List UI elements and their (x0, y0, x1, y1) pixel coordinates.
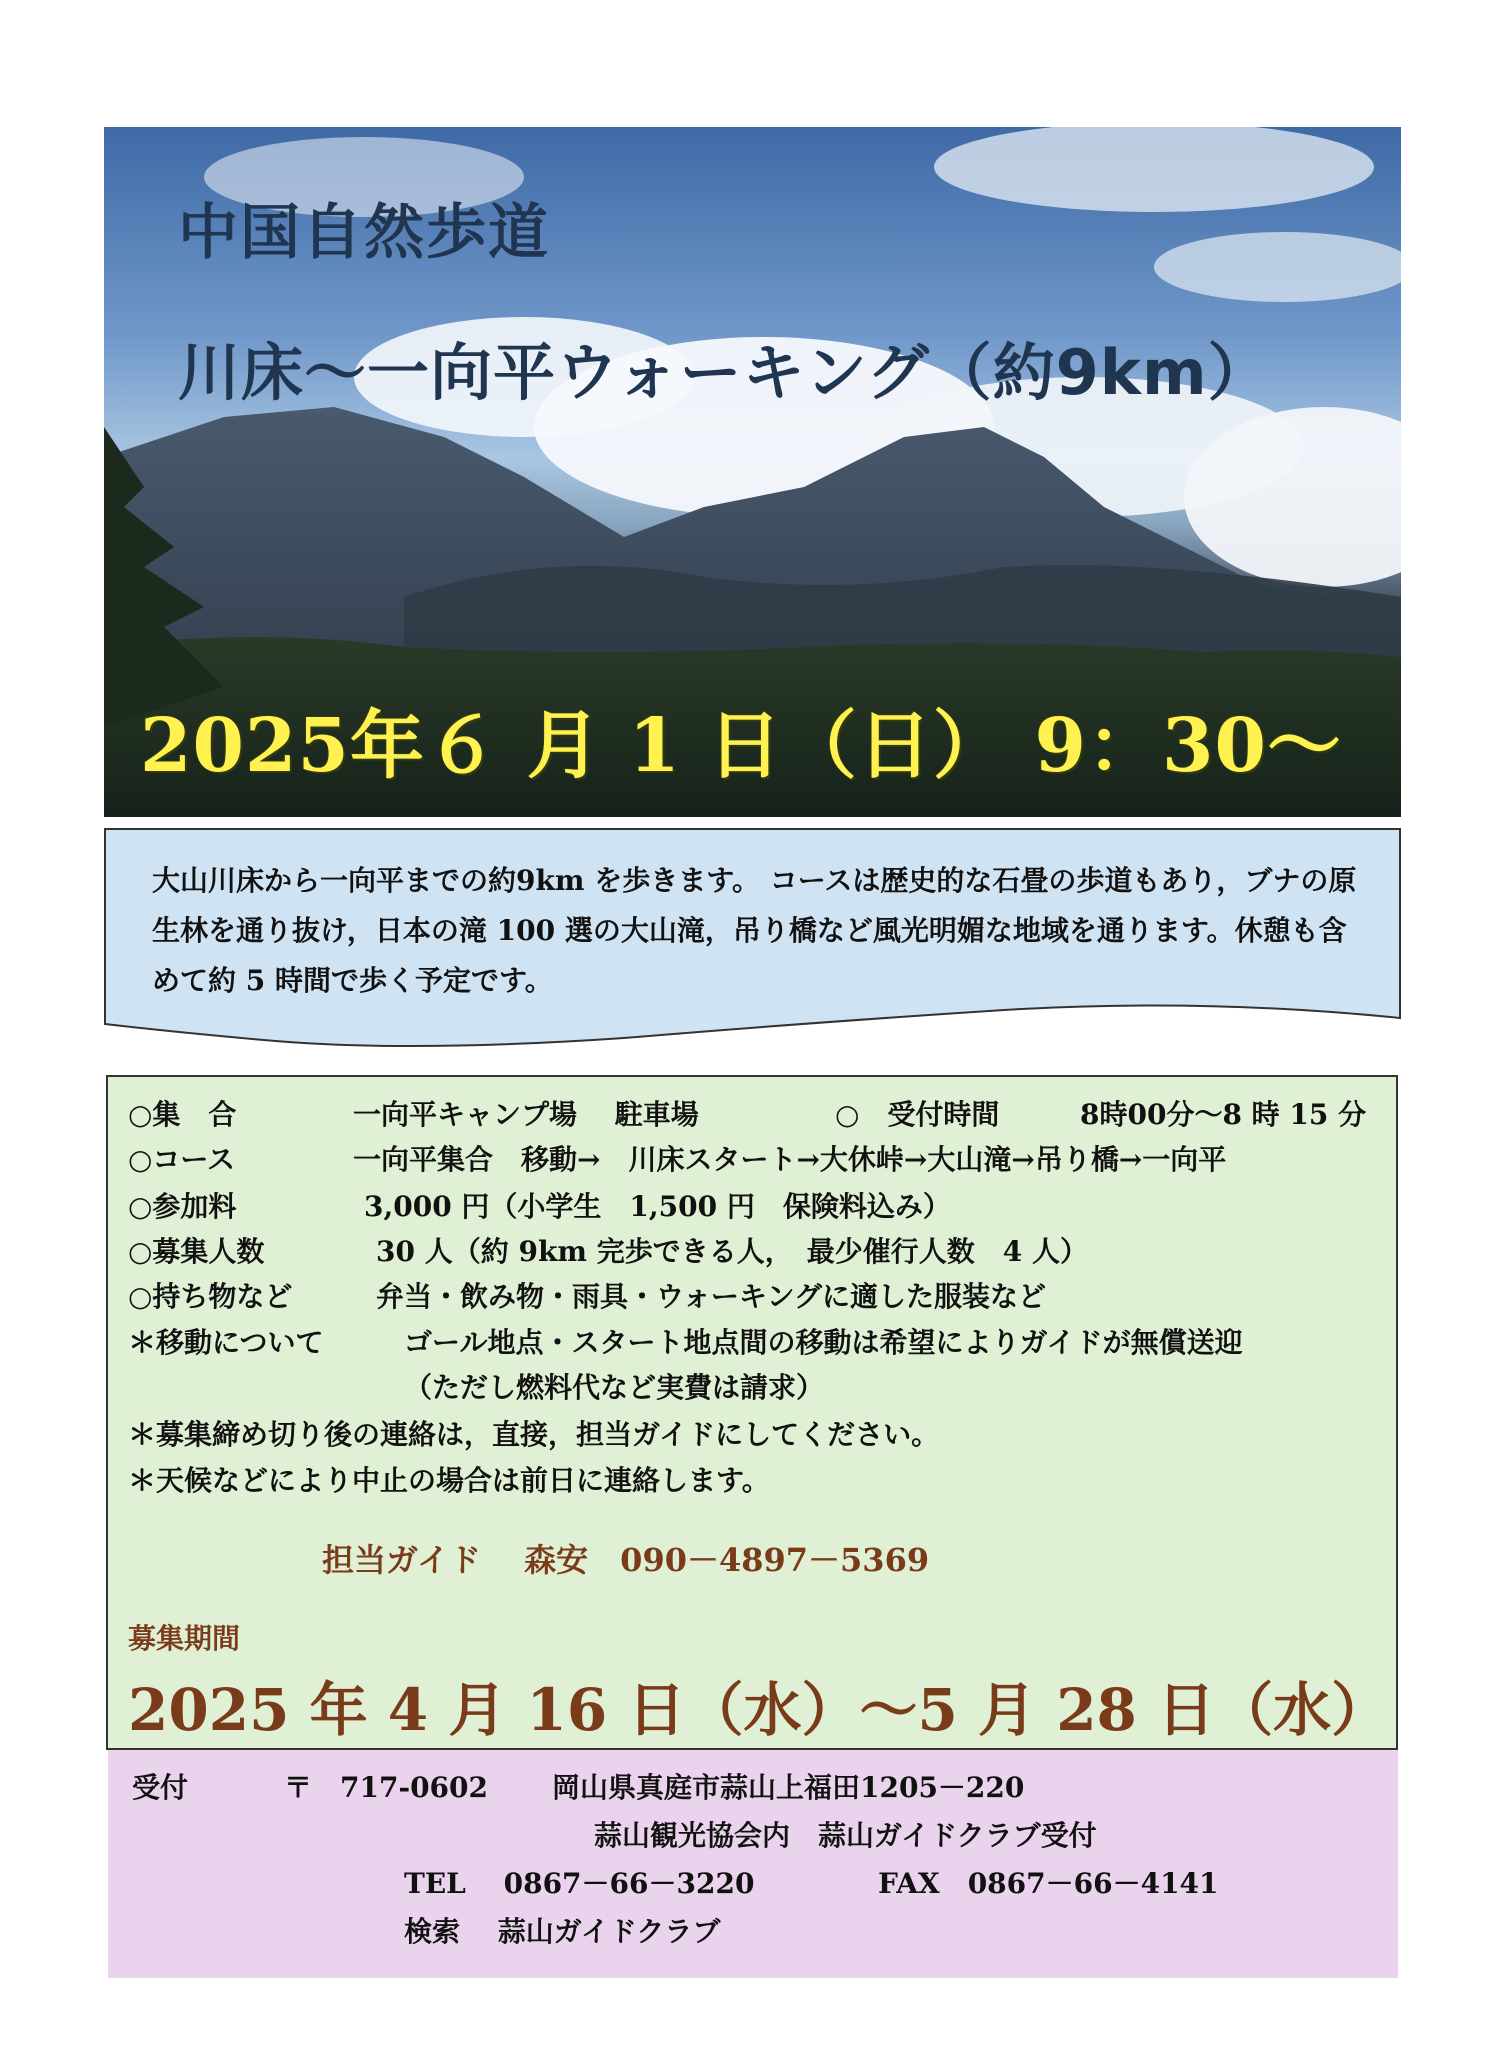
period-label: 募集期間 (128, 1622, 241, 1655)
meeting-value: 一向平キャンプ場 駐車場 (353, 1098, 699, 1131)
telephone: TEL 0867－66－3220 (404, 1867, 755, 1900)
note-contact-guide: ＊募集締め切り後の連絡は，直接，担当ガイドにしてください。 (128, 1418, 940, 1451)
note-cancellation: ＊天候などにより中止の場合は前日に連絡します。 (128, 1464, 770, 1497)
reception-label: ○ 受付時間 (835, 1098, 1000, 1131)
contact-panel (108, 1750, 1398, 1978)
organization: 蒜山観光協会内 蒜山ガイドクラブ受付 (594, 1819, 1097, 1852)
transport-note: （ただし燃料代など実費は請求） (404, 1371, 825, 1404)
fax: FAX 0867－66－4141 (878, 1867, 1219, 1900)
belongings-label: ○持ち物など (128, 1280, 293, 1313)
capacity-label: ○募集人数 (128, 1235, 265, 1268)
fee-value: 3,000 円（小学生 1,500 円 保険料込み） (364, 1190, 951, 1223)
hero-title-line2: 川床～一向平ウォーキング（約9km） (178, 336, 1271, 409)
postal-code: 〒 717-0602 (284, 1771, 488, 1804)
event-date: 2025年６ 月 1 日（日） 9：30～ (140, 703, 1342, 789)
event-details-panel (106, 1075, 1398, 1750)
contact-label: 受付 (132, 1771, 189, 1804)
meeting-label: ○集 合 (128, 1098, 237, 1131)
transport-value: ゴール地点・スタート地点間の移動は希望によりガイドが無償送迎 (404, 1326, 1243, 1359)
reception-value: 8時00分～8 時 15 分 (1080, 1098, 1367, 1131)
transport-label: ＊移動について (128, 1326, 324, 1359)
course-label: ○コース (128, 1143, 236, 1176)
hero-title-line1: 中国自然歩道 (178, 198, 550, 268)
course-value: 一向平集合 移動→ 川床スタート→大休峠→大山滝→吊り橋→一向平 (353, 1143, 1227, 1176)
guide-contact: 担当ガイド 森安 090－4897－5369 (322, 1541, 930, 1579)
capacity-value: 30 人（約 9km 完歩できる人， 最少催行人数 4 人） (376, 1235, 1088, 1268)
hero-photo-banner (104, 127, 1401, 817)
recruitment-period: 2025 年 4 月 16 日（水）～5 月 28 日（水） (128, 1676, 1390, 1744)
intro-panel (104, 828, 1401, 1050)
intro-text: 大山川床から一向平までの約9km を歩きます。 コースは歴史的な石畳の歩道もあり，ブナの原生林を通り抜け，日本の滝 100 選の大山滝，吊り橋など風光明媚な地域を通ります。休憩も含めて約 5 時間で歩く予定です。 (152, 864, 1357, 997)
fee-label: ○参加料 (128, 1190, 237, 1223)
belongings-value: 弁当・飲み物・雨具・ウォーキングに適した服装など (376, 1280, 1047, 1313)
search-hint: 検索 蒜山ガイドクラブ (404, 1915, 721, 1948)
address: 岡山県真庭市蒜山上福田1205－220 (552, 1771, 1025, 1804)
